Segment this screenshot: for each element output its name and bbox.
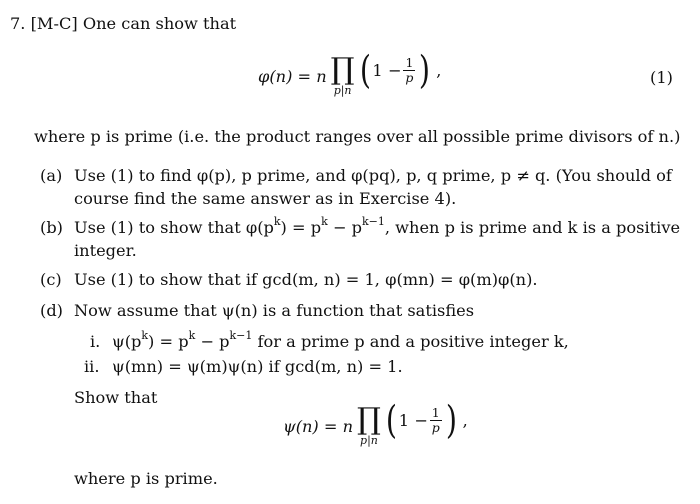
fraction-denominator-2: p	[431, 419, 440, 435]
sub-i-sup2: k	[188, 328, 196, 342]
sub-i-text-d: for a prime p and a positive integer k,	[252, 332, 569, 351]
part-b-text-a: Use (1) to show that φ(p	[74, 218, 274, 237]
part-b-line2: integer.	[74, 241, 137, 260]
eq2-trailing: ,	[462, 410, 468, 430]
sub-i-text-c: − p	[195, 332, 230, 351]
sub-i-sup3: k−1	[229, 328, 253, 342]
problem-number: 7.	[10, 14, 26, 33]
sub-i-sup1: k	[141, 328, 149, 342]
eq1-trailing: ,	[436, 60, 442, 80]
sub-i-text-a: ψ(p	[112, 332, 142, 351]
where-text: where p is prime (i.e. the product ranges over all possible prime divisors of n.)	[34, 127, 681, 146]
left-paren: (	[359, 48, 371, 92]
part-c-line1: Use (1) to show that if gcd(m, n) = 1, φ(mn) = φ(m)φ(n).	[74, 270, 538, 289]
show-that: Show that	[74, 388, 158, 407]
sub-i-text-b: ) = p	[148, 332, 189, 351]
problem-intro: One can show that	[82, 14, 237, 33]
part-a-line1: Use (1) to find φ(p), p prime, and φ(pq), p, q prime, p ≠ q. (You should of	[74, 166, 672, 185]
right-paren-2: )	[445, 398, 457, 442]
part-a-label: (a)	[40, 166, 63, 185]
sub-ii-label: ii.	[84, 357, 100, 376]
part-b-text-c: − p	[327, 218, 362, 237]
product-sign-2: ∏	[357, 402, 381, 437]
part-b-text-d: , when p is prime and k is a positive	[384, 218, 681, 237]
sub-i-text	[112, 328, 569, 351]
problem-tag: [M-C]	[30, 14, 78, 33]
equation-label: (1)	[650, 68, 673, 87]
part-b-text-b: ) = p	[280, 218, 322, 237]
eq1-one: 1 −	[372, 60, 402, 80]
product-sign: ∏	[330, 52, 355, 87]
part-d-label: (d)	[40, 301, 63, 320]
product-subscript: p|n	[333, 84, 352, 97]
eq1-lhs: φ(n) = n	[258, 66, 327, 86]
equation-1	[258, 48, 442, 97]
fraction-denominator: p	[405, 69, 414, 85]
eq1-product	[330, 52, 355, 97]
eq2-lhs: ψ(n) = n	[283, 416, 354, 436]
part-b-label: (b)	[40, 218, 63, 237]
part-c-label: (c)	[40, 270, 62, 289]
equation-2	[283, 398, 468, 447]
part-b-sup1: k	[273, 214, 281, 228]
right-paren: )	[419, 48, 431, 92]
where-prime: where p is prime.	[74, 469, 218, 488]
eq2-product	[357, 402, 381, 447]
left-paren-2: (	[385, 398, 397, 442]
sub-i-label: i.	[90, 332, 101, 351]
product-subscript-2: p|n	[360, 434, 378, 447]
fraction-numerator-2: 1	[431, 404, 440, 420]
part-b-sup3: k−1	[361, 214, 385, 228]
problem-header	[10, 14, 236, 33]
sub-ii-text: ψ(mn) = ψ(m)ψ(n) if gcd(m, n) = 1.	[112, 357, 403, 376]
eq2-one: 1 −	[398, 410, 428, 430]
part-b-line1	[74, 214, 681, 237]
part-d-line1: Now assume that ψ(n) is a function that satisfies	[74, 301, 475, 320]
part-a-line2: course find the same answer as in Exercise 4).	[74, 189, 457, 208]
part-b-sup2: k	[321, 214, 328, 228]
eq2-fraction	[430, 406, 442, 435]
eq1-fraction	[403, 56, 415, 85]
fraction-numerator: 1	[405, 54, 414, 70]
